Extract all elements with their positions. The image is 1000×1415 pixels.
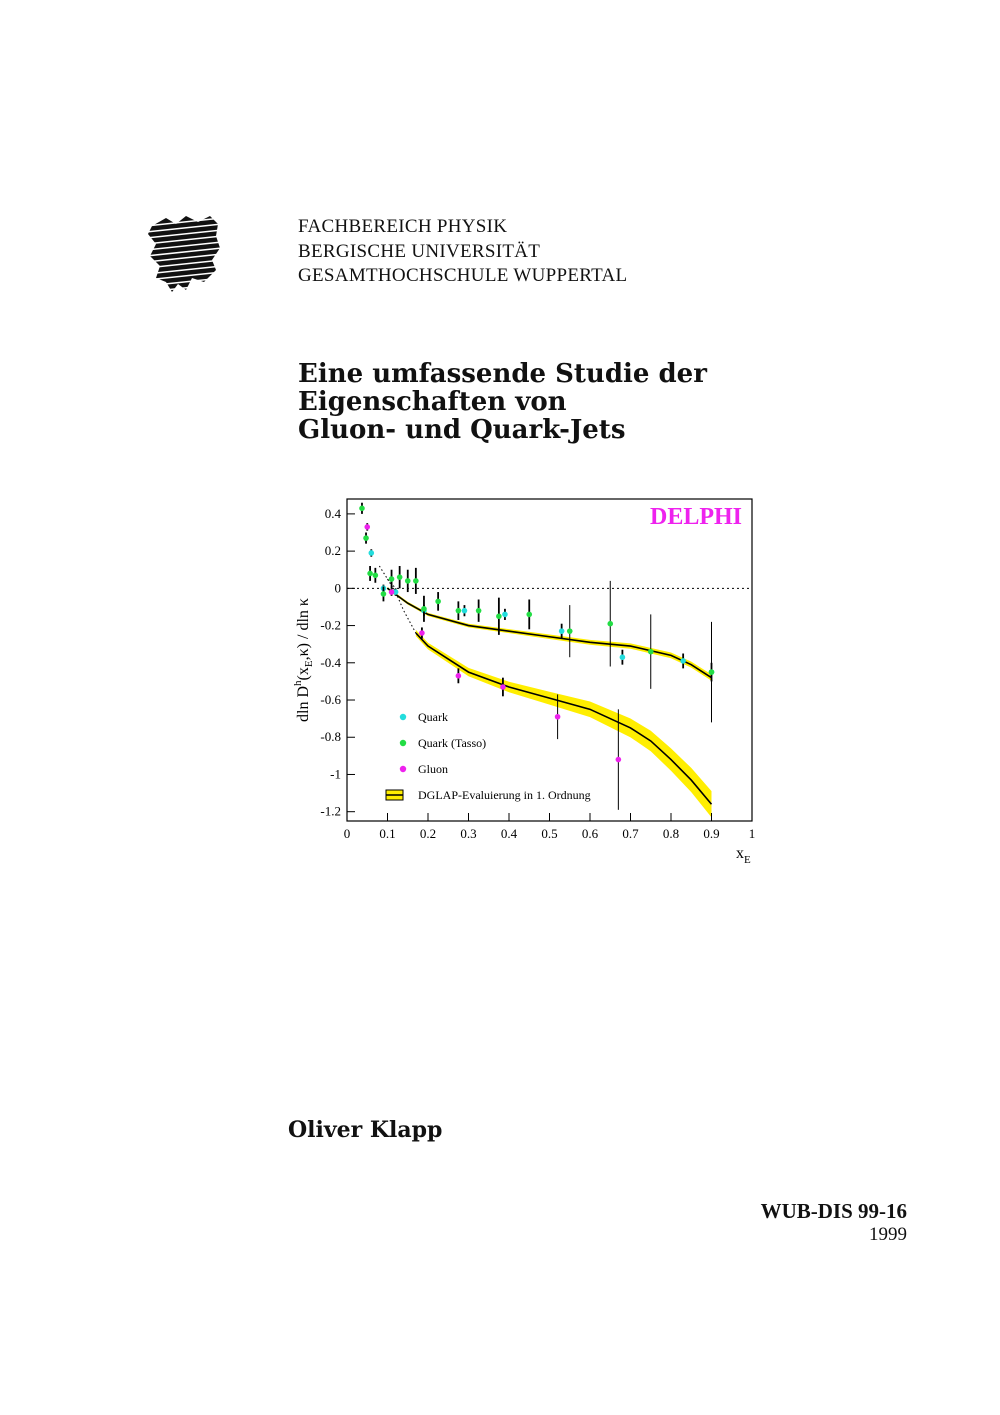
legend-label-dglap: DGLAP-Evaluierung in 1. Ordnung bbox=[418, 788, 591, 802]
tasso-data-point bbox=[456, 608, 462, 614]
gluon-data-point bbox=[616, 757, 622, 763]
tasso-data-point bbox=[397, 574, 403, 580]
quark-data-point bbox=[502, 612, 508, 618]
tasso-data-point bbox=[363, 535, 369, 541]
gluon-data-point bbox=[364, 524, 370, 530]
tasso-data-point bbox=[413, 578, 419, 584]
faculty-line-1: FACHBEREICH PHYSIK bbox=[298, 216, 508, 237]
tasso-data-point bbox=[359, 506, 365, 512]
x-tick-label: 0.8 bbox=[662, 826, 680, 841]
tasso-data-point bbox=[435, 599, 441, 605]
tasso-data-point bbox=[367, 571, 373, 577]
figure bbox=[290, 490, 770, 880]
tasso-data-point bbox=[476, 608, 482, 614]
thesis-title bbox=[298, 360, 707, 444]
faculty-header bbox=[298, 215, 627, 289]
quark-data-point bbox=[369, 550, 375, 556]
title-line-1: Eine umfassende Studie der bbox=[298, 359, 707, 389]
tasso-data-point bbox=[648, 649, 654, 655]
x-tick-label: 0.4 bbox=[500, 826, 518, 841]
gluon-data-point bbox=[500, 684, 506, 690]
tasso-data-point bbox=[709, 669, 715, 675]
x-tick-label: 0.6 bbox=[581, 826, 599, 841]
university-crest-logo bbox=[146, 212, 222, 294]
legend-label-gluon: Gluon bbox=[418, 762, 448, 776]
y-axis-label: dln $D^h(x_E,\kappa)$ / dln κ bbox=[292, 598, 315, 722]
y-tick-label: -0.2 bbox=[320, 617, 341, 633]
y-tick-label: -1 bbox=[330, 766, 341, 782]
gluon-data-point bbox=[456, 673, 462, 679]
tasso-data-point bbox=[381, 591, 387, 597]
title-line-3: Gluon- und Quark-Jets bbox=[298, 415, 626, 445]
legend-marker-tasso bbox=[400, 740, 406, 746]
x-tick-label: 0.2 bbox=[419, 826, 437, 841]
legend-label-tasso: Quark (Tasso) bbox=[418, 736, 487, 750]
quark-data-point bbox=[620, 654, 626, 660]
quark-data-point bbox=[462, 608, 468, 614]
title-line-2: Eigenschaften von bbox=[298, 387, 567, 417]
tasso-data-point bbox=[389, 576, 395, 582]
tasso-data-point bbox=[405, 578, 411, 584]
brand-label: DELPHI bbox=[649, 504, 742, 530]
gluon-data-point bbox=[389, 589, 395, 595]
x-tick-label: 0.3 bbox=[460, 826, 477, 841]
report-number: WUB-DIS 99-16 bbox=[760, 1199, 907, 1223]
tasso-data-point bbox=[607, 621, 613, 627]
y-tick-label: 0.4 bbox=[324, 505, 341, 521]
tasso-data-point bbox=[567, 628, 573, 634]
tasso-data-point bbox=[496, 613, 502, 619]
scaling-violation-chart bbox=[290, 490, 770, 880]
y-tick-label: -0.8 bbox=[320, 729, 341, 745]
legend-label-quark: Quark bbox=[418, 710, 448, 724]
x-tick-label: 0.7 bbox=[622, 826, 639, 841]
legend-marker-gluon bbox=[400, 766, 406, 772]
legend-marker-quark bbox=[400, 714, 406, 720]
gluon-data-point bbox=[555, 714, 561, 720]
tasso-data-point bbox=[373, 573, 379, 579]
x-tick-label: 0.5 bbox=[541, 826, 558, 841]
y-tick-label: -1.2 bbox=[320, 803, 341, 819]
gluon-data-point bbox=[419, 630, 425, 636]
author-name: Oliver Klapp bbox=[288, 1117, 443, 1143]
y-tick-label: -0.4 bbox=[320, 654, 341, 670]
x-tick-label: 1 bbox=[748, 826, 756, 841]
x-axis-label: $x_E$ bbox=[736, 845, 751, 866]
y-tick-label: -0.6 bbox=[320, 692, 341, 708]
quark-data-point bbox=[680, 658, 686, 664]
report-year: 1999 bbox=[869, 1224, 907, 1245]
report-info bbox=[761, 1199, 907, 1247]
legend bbox=[386, 710, 591, 802]
quark-data-point bbox=[559, 628, 565, 634]
x-tick-label: 0.1 bbox=[379, 826, 396, 841]
tasso-data-point bbox=[421, 606, 427, 612]
faculty-line-3: GESAMTHOCHSCHULE WUPPERTAL bbox=[298, 265, 628, 286]
faculty-line-2: BERGISCHE UNIVERSITÄT bbox=[298, 240, 541, 262]
tasso-data-point bbox=[526, 612, 532, 618]
x-tick-label: 0.9 bbox=[703, 826, 720, 841]
dglap-gluon-curve bbox=[416, 633, 712, 804]
y-tick-label: 0 bbox=[334, 580, 341, 596]
x-tick-label: 0 bbox=[343, 826, 351, 841]
y-tick-label: 0.2 bbox=[324, 543, 341, 559]
